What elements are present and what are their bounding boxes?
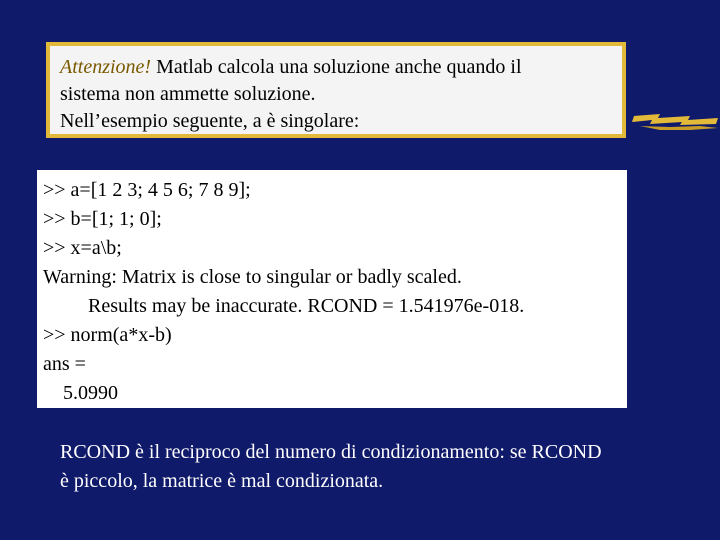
code-line: >> b=[1; 1; 0]; bbox=[43, 208, 162, 230]
code-line: Warning: Matrix is close to singular or badly scaled. bbox=[43, 266, 462, 288]
matlab-code-block bbox=[37, 170, 627, 408]
callout-emphasis: Attenzione! bbox=[60, 56, 152, 78]
code-line: ans = bbox=[43, 353, 86, 375]
callout-line-1-text: Matlab calcola una soluzione anche quando il bbox=[151, 56, 522, 78]
callout-line-1 bbox=[60, 54, 612, 81]
code-line: 5.0990 bbox=[43, 382, 118, 404]
callout-line-3: Nell’esempio seguente, a è singolare: bbox=[60, 110, 360, 132]
callout-line-2: sistema non ammette soluzione. bbox=[60, 83, 316, 105]
code-line: >> norm(a*x-b) bbox=[43, 324, 172, 346]
warning-callout bbox=[46, 42, 626, 138]
decorative-brush-stroke bbox=[630, 106, 720, 132]
note-line-2: è piccolo, la matrice è mal condizionata. bbox=[60, 470, 384, 492]
code-line: Results may be inaccurate. RCOND = 1.541976e-018. bbox=[43, 295, 525, 317]
note-line-1: RCOND è il reciproco del numero di condizionamento: se RCOND bbox=[60, 441, 602, 463]
rcond-note bbox=[60, 438, 715, 496]
code-line: >> a=[1 2 3; 4 5 6; 7 8 9]; bbox=[43, 179, 251, 201]
code-line: >> x=a\b; bbox=[43, 237, 122, 259]
